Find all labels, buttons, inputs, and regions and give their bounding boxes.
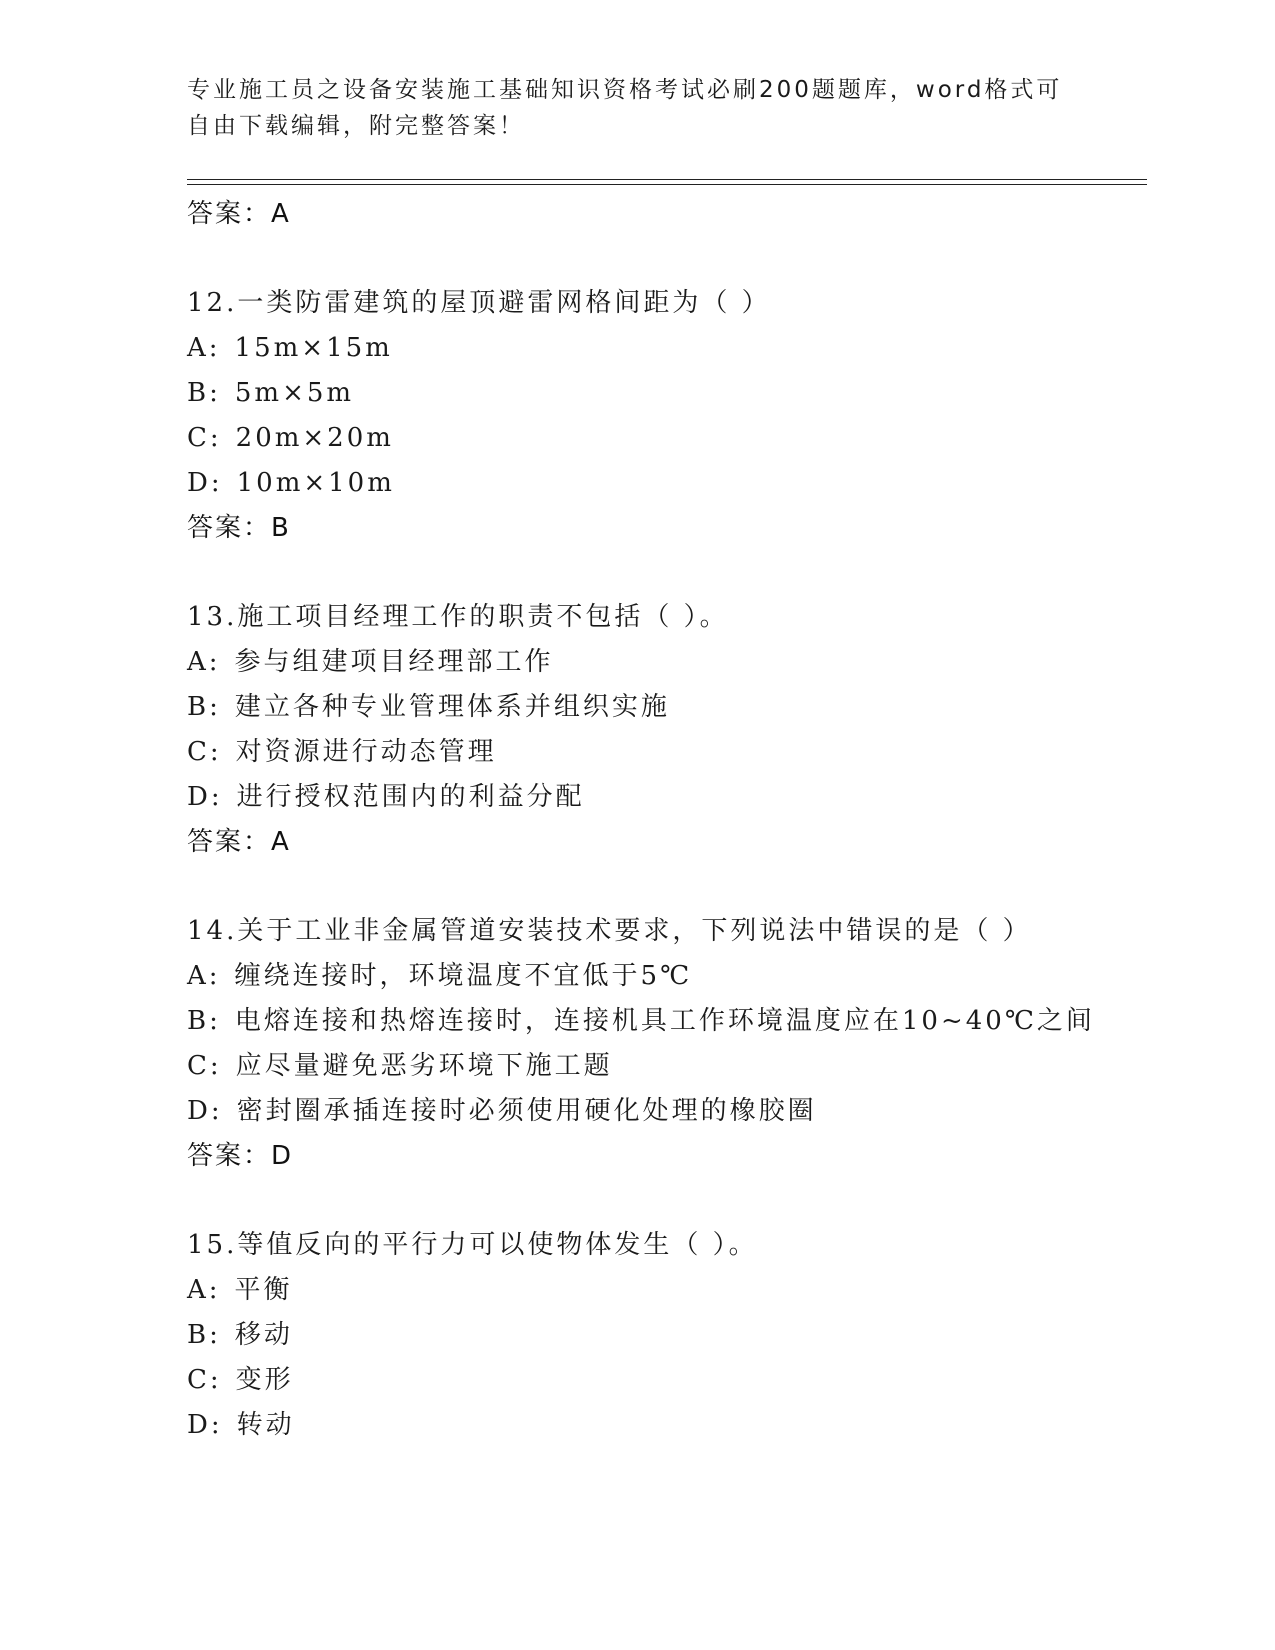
option-label: B:: [187, 1006, 221, 1036]
option-label: C:: [187, 737, 222, 767]
question-item: [187, 1223, 1147, 1448]
option-text: 移动: [234, 1320, 293, 1350]
option-label: C:: [187, 423, 222, 453]
option-d: [187, 1089, 1147, 1134]
question-stem: 12.一类防雷建筑的屋顶避雷网格间距为（ ）: [187, 288, 771, 318]
option-c: [187, 416, 1147, 461]
option-b: [187, 685, 1147, 730]
option-text: 参与组建项目经理部工作: [234, 647, 554, 677]
option-label: A:: [187, 333, 221, 363]
option-a: [187, 954, 1147, 999]
question-stem: 15.等值反向的平行力可以使物体发生（ ）。: [187, 1230, 758, 1260]
option-a: [187, 640, 1147, 685]
question-item: [187, 595, 1147, 865]
option-label: B:: [187, 378, 221, 408]
document-header: 专业施工员之设备安装施工基础知识资格考试必刷200题题库，word格式可自由下载编辑，附完整答案！: [187, 77, 1063, 139]
option-text: 缠绕连接时，环境温度不宜低于5℃: [234, 961, 693, 991]
option-d: [187, 775, 1147, 820]
option-b: [187, 999, 1147, 1044]
question-item: [187, 281, 1147, 551]
option-label: A:: [187, 647, 221, 677]
option-text: 10m×10m: [236, 468, 395, 498]
option-label: D:: [187, 468, 223, 498]
answer-line: 答案：B: [187, 513, 291, 543]
header-divider-secondary: [187, 184, 1147, 185]
option-text: 应尽量避免恶劣环境下施工题: [235, 1051, 613, 1081]
option-a: [187, 326, 1147, 371]
option-c: [187, 1358, 1147, 1403]
question-stem: 14.关于工业非金属管道安装技术要求，下列说法中错误的是（ ）: [187, 916, 1032, 946]
option-a: [187, 1268, 1147, 1313]
option-d: [187, 461, 1147, 506]
option-c: [187, 1044, 1147, 1089]
question-item: [187, 909, 1147, 1179]
option-text: 5m×5m: [234, 378, 355, 408]
option-label: D:: [187, 1410, 223, 1440]
option-text: 20m×20m: [235, 423, 394, 453]
option-label: D:: [187, 1096, 223, 1126]
question-stem: 13.施工项目经理工作的职责不包括（ ）。: [187, 602, 729, 632]
option-label: C:: [187, 1051, 222, 1081]
option-d: [187, 1403, 1147, 1448]
option-b: [187, 371, 1147, 416]
option-text: 进行授权范围内的利益分配: [236, 782, 585, 812]
option-b: [187, 1313, 1147, 1358]
option-label: B:: [187, 692, 221, 722]
option-text: 转动: [236, 1410, 295, 1440]
question-list: [187, 192, 1147, 1448]
option-text: 建立各种专业管理体系并组织实施: [234, 692, 670, 722]
option-text: 电熔连接和热熔连接时，连接机具工作环境温度应在10~40℃之间: [234, 1006, 1095, 1036]
option-label: D:: [187, 782, 223, 812]
option-label: A:: [187, 961, 221, 991]
option-text: 密封圈承插连接时必须使用硬化处理的橡胶圈: [236, 1096, 817, 1126]
option-label: A:: [187, 1275, 221, 1305]
answer-line: 答案：D: [187, 1141, 294, 1171]
option-text: 变形: [235, 1365, 294, 1395]
option-text: 平衡: [234, 1275, 293, 1305]
option-label: B:: [187, 1320, 221, 1350]
option-c: [187, 730, 1147, 775]
option-label: C:: [187, 1365, 222, 1395]
header-divider: [187, 179, 1147, 180]
option-text: 对资源进行动态管理: [235, 737, 497, 767]
answer-line: 答案：A: [187, 827, 291, 857]
answer-line: 答案：A: [187, 199, 291, 229]
option-text: 15m×15m: [234, 333, 393, 363]
